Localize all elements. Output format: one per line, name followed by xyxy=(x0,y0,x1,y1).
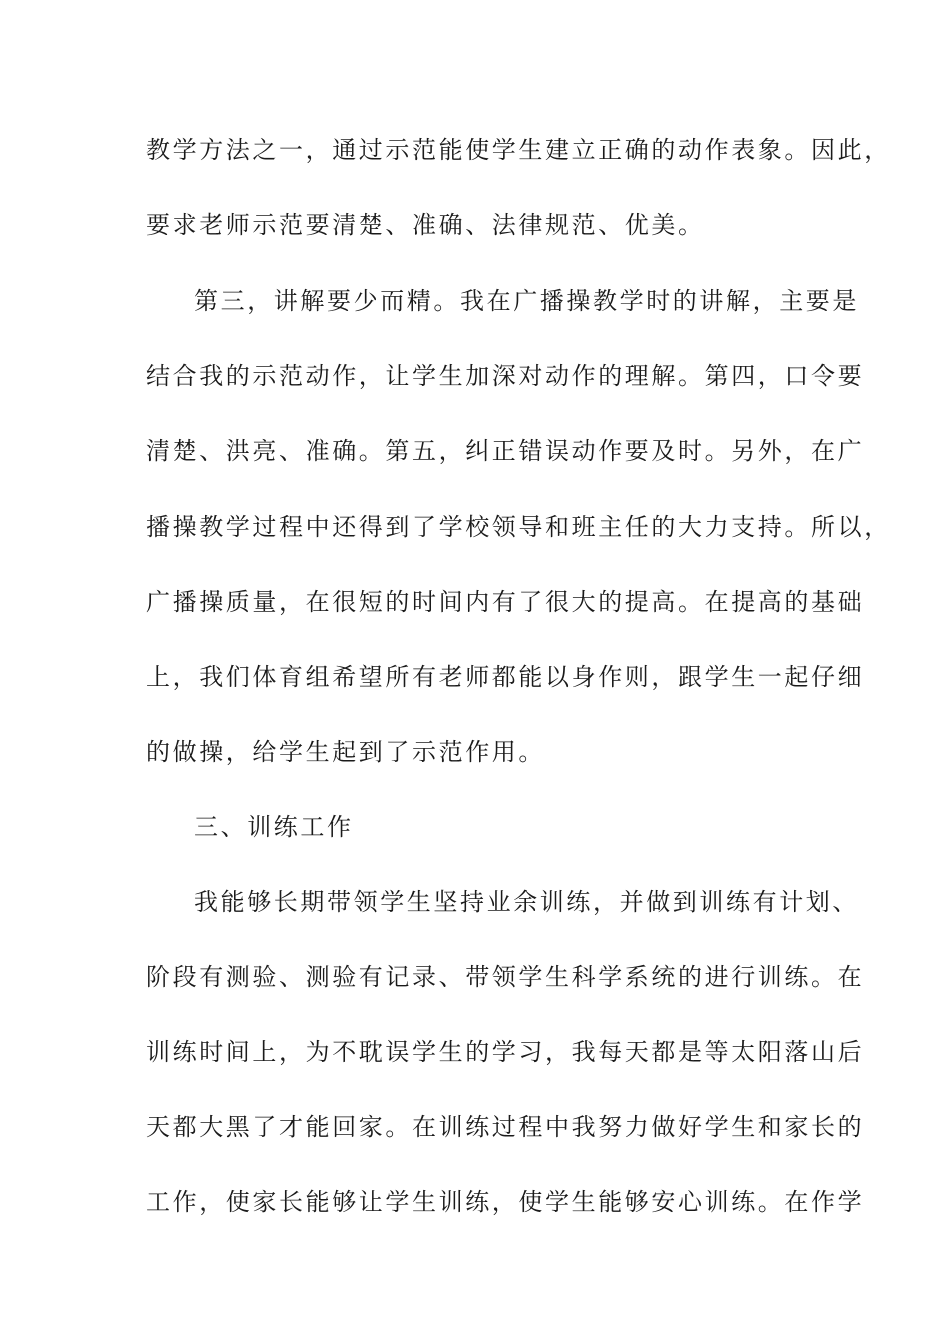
text-line: 训练时间上，为不耽误学生的学习，我每天都是等太阳落山后 xyxy=(146,1038,865,1066)
text-line: 结合我的示范动作，让学生加深对动作的理解。第四，口令要 xyxy=(146,362,865,390)
text-line: 清楚、洪亮、准确。第五，纠正错误动作要及时。另外，在广 xyxy=(146,437,865,465)
paragraph-start-line: 第三，讲解要少而精。我在广播操教学时的讲解，主要是 xyxy=(194,287,859,315)
text-line: 要求老师示范要清楚、准确、法律规范、优美。 xyxy=(146,211,705,239)
text-line: 天都大黑了才能回家。在训练过程中我努力做好学生和家长的 xyxy=(146,1113,865,1141)
text-line: 工作，使家长能够让学生训练，使学生能够安心训练。在作学 xyxy=(146,1188,865,1216)
section-heading: 三、训练工作 xyxy=(194,813,354,841)
text-line: 广播操质量，在很短的时间内有了很大的提高。在提高的基础 xyxy=(146,588,865,616)
text-line: 播操教学过程中还得到了学校领导和班主任的大力支持。所以， xyxy=(146,513,891,541)
text-line: 的做操，给学生起到了示范作用。 xyxy=(146,738,545,766)
text-line: 上，我们体育组希望所有老师都能以身作则，跟学生一起仔细 xyxy=(146,663,865,691)
paragraph-start-line: 我能够长期带领学生坚持业余训练，并做到训练有计划、 xyxy=(194,888,859,916)
text-line: 教学方法之一，通过示范能使学生建立正确的动作表象。因此， xyxy=(146,136,891,164)
text-line: 阶段有测验、测验有记录、带领学生科学系统的进行训练。在 xyxy=(146,963,865,991)
